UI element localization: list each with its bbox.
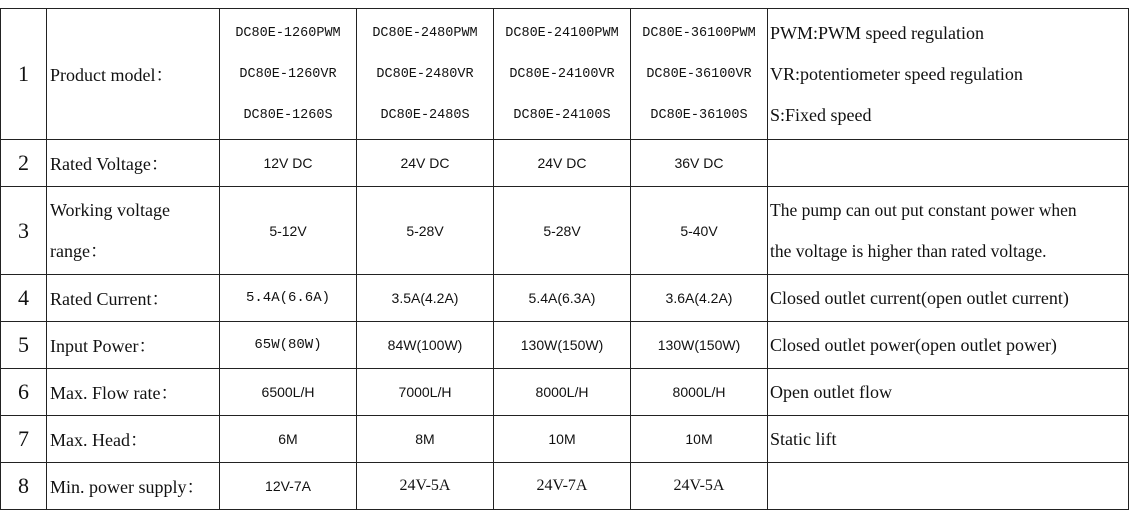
model-s: DC80E-36100S [650, 107, 748, 123]
note-cell [768, 9, 1129, 140]
row-label: Product model： [47, 9, 220, 140]
table-row [1, 463, 1129, 510]
table-row [1, 140, 1129, 187]
value-cell: 84W(100W) [357, 322, 494, 369]
model-vr: DC80E-1260VR [239, 66, 337, 82]
value-cell: 130W(150W) [631, 322, 768, 369]
table-row [1, 369, 1129, 416]
model-vr: DC80E-24100VR [509, 66, 615, 82]
row-number: 7 [1, 416, 47, 463]
note-cell [768, 187, 1129, 275]
row-label-line: Working voltage [50, 199, 171, 220]
model-s: DC80E-24100S [513, 107, 611, 123]
value-cell: 3.6A(4.2A) [631, 275, 768, 322]
value-cell: 10M [494, 416, 631, 463]
note-line: VR:potentiometer speed regulation [770, 63, 1023, 84]
value-cell: 5-40V [631, 187, 768, 275]
model-pwm: DC80E-2480PWM [372, 25, 478, 41]
row-label: Max. Flow rate： [47, 369, 220, 416]
note-line: PWM:PWM speed regulation [770, 22, 984, 43]
note-cell: Closed outlet current(open outlet current) [768, 275, 1129, 322]
row-number: 1 [1, 9, 47, 140]
value-cell: 65W(80W) [220, 322, 357, 369]
value-cell: 5.4A(6.6A) [220, 275, 357, 322]
value-cell: 8000L/H [631, 369, 768, 416]
value-cell: 12V-7A [220, 463, 357, 510]
value-cell: 24V DC [357, 140, 494, 187]
value-cell: 8M [357, 416, 494, 463]
value-cell: 5-28V [494, 187, 631, 275]
model-cell [357, 9, 494, 140]
model-cell [631, 9, 768, 140]
table-row [1, 187, 1129, 275]
value-cell: 5-12V [220, 187, 357, 275]
value-cell: 24V-5A [631, 463, 768, 510]
note-cell [768, 463, 1129, 510]
note-cell: Static lift [768, 416, 1129, 463]
note-line: The pump can out put constant power when [770, 199, 1077, 220]
row-label: Input Power： [47, 322, 220, 369]
value-cell: 130W(150W) [494, 322, 631, 369]
value-cell: 12V DC [220, 140, 357, 187]
value-cell: 7000L/H [357, 369, 494, 416]
row-number: 8 [1, 463, 47, 510]
note-line: S:Fixed speed [770, 104, 872, 125]
note-line: the voltage is higher than rated voltage. [770, 240, 1047, 261]
model-s: DC80E-1260S [243, 107, 333, 123]
model-cell [494, 9, 631, 140]
row-number: 5 [1, 322, 47, 369]
model-cell [220, 9, 357, 140]
row-number: 3 [1, 187, 47, 275]
value-cell: 6M [220, 416, 357, 463]
model-pwm: DC80E-24100PWM [505, 25, 619, 41]
value-cell: 24V DC [494, 140, 631, 187]
row-label: Rated Voltage： [47, 140, 220, 187]
model-pwm: DC80E-1260PWM [235, 25, 341, 41]
value-cell: 24V-5A [357, 463, 494, 510]
table-row [1, 322, 1129, 369]
value-cell: 6500L/H [220, 369, 357, 416]
model-vr: DC80E-36100VR [646, 66, 752, 82]
row-label: Min. power supply： [47, 463, 220, 510]
value-cell: 5-28V [357, 187, 494, 275]
value-cell: 36V DC [631, 140, 768, 187]
note-cell: Closed outlet power(open outlet power) [768, 322, 1129, 369]
value-cell: 5.4A(6.3A) [494, 275, 631, 322]
value-cell: 8000L/H [494, 369, 631, 416]
row-number: 4 [1, 275, 47, 322]
table-row [1, 275, 1129, 322]
value-cell: 10M [631, 416, 768, 463]
row-label: Max. Head： [47, 416, 220, 463]
table-row [1, 9, 1129, 140]
value-cell: 3.5A(4.2A) [357, 275, 494, 322]
table-row [1, 416, 1129, 463]
value-cell: 24V-7A [494, 463, 631, 510]
row-label: Rated Current： [47, 275, 220, 322]
spec-table [0, 8, 1129, 510]
model-s: DC80E-2480S [380, 107, 470, 123]
row-number: 6 [1, 369, 47, 416]
row-label [47, 187, 220, 275]
model-pwm: DC80E-36100PWM [642, 25, 756, 41]
note-cell: Open outlet flow [768, 369, 1129, 416]
row-number: 2 [1, 140, 47, 187]
row-label-line: range： [50, 240, 108, 261]
model-vr: DC80E-2480VR [376, 66, 474, 82]
note-cell [768, 140, 1129, 187]
